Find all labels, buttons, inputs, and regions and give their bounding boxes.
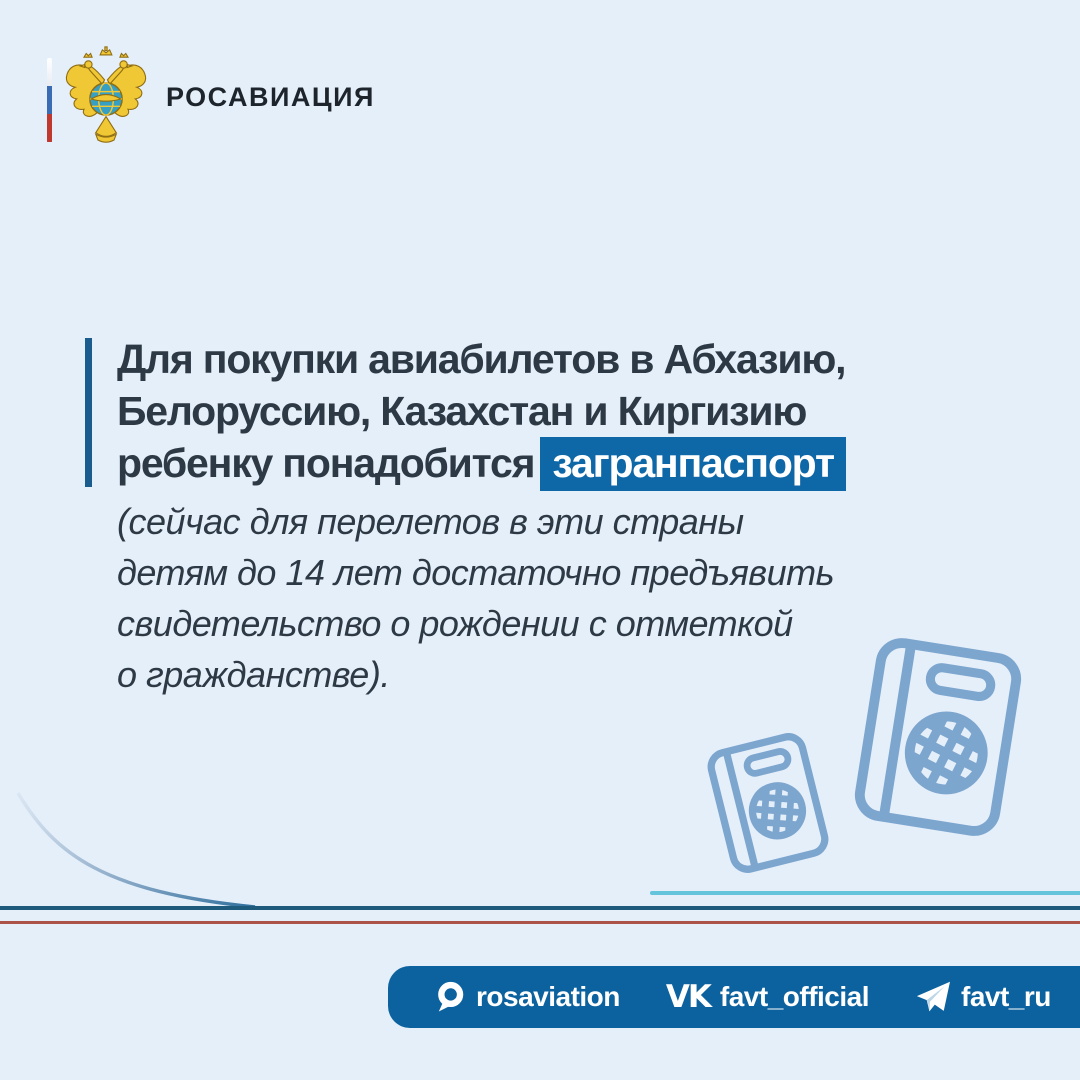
decor-swoosh	[0, 780, 260, 915]
social-handle: favt_official	[719, 981, 870, 1012]
headline-line-3-prefix: ребенку понадобится	[117, 440, 535, 486]
headline-accent-bar	[85, 338, 92, 487]
note-block	[117, 496, 834, 700]
brand-header	[47, 45, 375, 150]
decor-line-cyan	[650, 891, 1080, 895]
brand-wordmark: РОСАВИАЦИЯ	[166, 82, 375, 112]
passport-small-icon	[702, 727, 834, 878]
headline-line-2: Белоруссию, Казахстан и Киргизию	[117, 388, 807, 434]
russian-flag-stripe-icon	[47, 58, 52, 143]
passport-large-icon	[848, 631, 1028, 842]
note-line-3: свидетельство о рождении с отметкой	[117, 603, 793, 644]
headline-line-3	[117, 437, 846, 491]
messenger-bubble-icon	[432, 979, 466, 1015]
telegram-icon	[915, 980, 951, 1014]
social-item-rosaviation[interactable]	[432, 979, 620, 1015]
social-handle: favt_ru	[961, 981, 1051, 1012]
headline-line-1: Для покупки авиабилетов в Абхазию,	[117, 336, 846, 382]
social-item-vk[interactable]	[666, 979, 869, 1015]
headline-block	[85, 333, 846, 491]
social-item-telegram[interactable]	[915, 980, 1051, 1014]
rosaviation-emblem-icon	[62, 45, 150, 150]
note-line-4: о гражданстве).	[117, 654, 390, 695]
decor-line-navy	[0, 906, 1080, 910]
headline-text	[117, 333, 846, 491]
decor-line-red	[0, 921, 1080, 924]
social-bar	[388, 966, 1080, 1028]
social-handle: rosaviation	[476, 981, 620, 1012]
note-line-1: (сейчас для перелетов в эти страны	[117, 501, 744, 542]
note-line-2: детям до 14 лет достаточно предъявить	[117, 552, 835, 593]
headline-highlight: загранпаспорт	[540, 437, 846, 491]
vk-icon: VK	[665, 979, 710, 1015]
